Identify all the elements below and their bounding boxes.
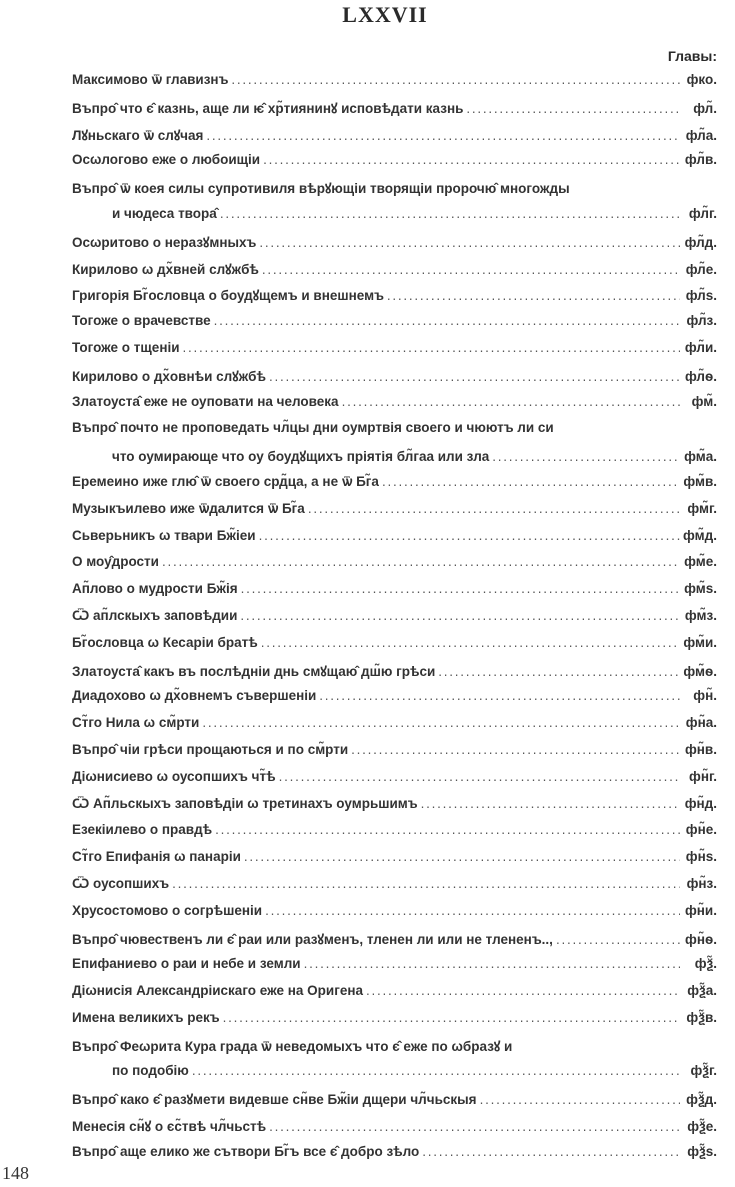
entry-page: фм̃е. [684, 554, 717, 570]
entry-page: фм̃д. [683, 527, 717, 543]
entry-page: фн̃и. [684, 902, 717, 918]
page-number: 148 [2, 1163, 29, 1183]
dot-leader [492, 449, 680, 464]
entry-title: и чюдеса твора̂ [112, 205, 217, 221]
entry-title: Езекiилево о правдѣ [72, 822, 213, 838]
toc-entry [72, 1090, 717, 1117]
dot-leader [259, 235, 680, 250]
toc-entry [72, 876, 717, 903]
entry-page: фл̃а. [685, 127, 717, 143]
entry-page: фм̃г. [687, 500, 717, 516]
dot-leader [192, 1063, 680, 1078]
dot-leader [262, 262, 680, 277]
toc-entry [72, 688, 717, 715]
entry-title: Дiωнисиево ω оусопшихъ чт̃ѣ [72, 768, 276, 784]
toc-entry-line [72, 179, 717, 206]
dot-leader [382, 474, 680, 489]
entry-title: Въпро̂ почто не проповедать чл̃цы дни оумртвiя своего и чюютъ ли си [72, 420, 554, 436]
entry-title: Ст̃го Нила ω см̃рти [72, 715, 200, 731]
toc-entry [72, 233, 717, 260]
dot-leader [259, 528, 680, 543]
entry-page: фл̃и. [684, 339, 717, 355]
dot-leader [466, 101, 680, 116]
dot-leader [215, 822, 680, 837]
toc-entry [72, 126, 717, 153]
toc-entry [72, 769, 717, 796]
dot-leader [202, 715, 680, 730]
entry-title: Кирилово ω дх̃вней слꙋжбѣ [72, 261, 259, 277]
toc-entry [72, 99, 717, 126]
entry-page: фл̃ѕ. [685, 288, 717, 304]
chapters-label: Главы: [667, 48, 717, 64]
entry-title: Кирилово о дх̃овнѣи слꙋжбѣ [72, 368, 266, 384]
toc-entry [72, 206, 717, 233]
dot-leader [261, 635, 680, 650]
entry-page: фм̃а. [684, 449, 717, 465]
entry-page: фѯ̃в. [686, 1009, 717, 1025]
entry-title: Въпро̂ что є̂ казнь, аще ли ѥ̂ хр̃тиянинꙋ исповѣдати казнь [72, 100, 464, 116]
entry-title: Златоуста̂ какъ въ послѣднiи днь смꙋщаю̂ дш̃ю грѣси [72, 663, 436, 679]
entry-title: Ст̃го Епифанiя ω панарiи [72, 849, 241, 865]
entry-page: фм̃ѳ. [683, 663, 717, 679]
entry-title: Ѿ Ап̃льскыхъ заповѣдiи ω третинахъ оумрьшимъ [72, 795, 418, 811]
entry-title: Въпро̂ ѿ коея силы супротивиля вѣрꙋющiи творящiи пророчю̂ многожды [72, 181, 570, 197]
entry-title: Имена великихъ рекъ [72, 1009, 220, 1025]
dot-leader [556, 932, 680, 947]
entry-title: Епифаниево о раи и небе и земли [72, 956, 301, 972]
dot-leader [269, 369, 680, 384]
toc-entry [72, 956, 717, 983]
entry-title: Хрусостомово о согрѣшенiи [72, 902, 263, 918]
toc-entry [72, 983, 717, 1010]
entry-page: фн̃в. [684, 741, 717, 757]
entry-title: Осωлогово еже о любоищiи [72, 152, 261, 168]
toc-entry [72, 528, 717, 555]
dot-leader [183, 340, 680, 355]
dot-leader [351, 742, 680, 757]
entry-title: Бг̃ословца ω Кесарiи братѣ [72, 634, 258, 650]
entry-title: Лꙋньскаго ѿ слꙋчая [72, 127, 204, 143]
entry-title: О моу̂дрости [72, 554, 159, 570]
toc-entry [72, 796, 717, 823]
toc-entry [72, 1117, 717, 1144]
entry-title: Ѿ оусопшихъ [72, 875, 170, 891]
toc-entry [72, 1010, 717, 1037]
table-of-contents [72, 72, 717, 1171]
dot-leader [366, 983, 680, 998]
entry-title: Музыкъилево иже ѿдалится ѿ Бг̃а [72, 500, 305, 516]
entry-page: фн̃ѳ. [685, 931, 717, 947]
dot-leader [265, 903, 680, 918]
dot-leader [241, 581, 680, 596]
entry-title: что оумирающе что оу боудꙋщихъ прiятiя бл̃гаа или зла [112, 449, 490, 465]
dot-leader [206, 128, 680, 143]
dot-leader [308, 501, 680, 516]
entry-page: фѯ̃д. [686, 1092, 717, 1108]
entry-page: фн̃е. [685, 822, 717, 838]
toc-entry [72, 474, 717, 501]
entry-page: фѯ̃е. [687, 1119, 717, 1135]
entry-page: фн̃д. [684, 795, 717, 811]
toc-entry [72, 1063, 717, 1090]
entry-title: Въпро̂ чiи грѣси прощаються и по см̃рти [72, 741, 349, 757]
entry-title: Златоуста̂ еже не оуповати на человека [72, 393, 339, 409]
dot-leader [240, 608, 680, 623]
entry-page: фм̃. [691, 393, 717, 409]
entry-page: фѯ̃г. [690, 1063, 717, 1079]
entry-title: Еремеино иже глю̂ ѿ своего срд̃ца, а не ѿ Бг̃а [72, 473, 379, 489]
entry-page: фн̃з. [686, 875, 717, 891]
entry-title: Тогоже о врачевстве [72, 313, 211, 329]
entry-page: фл̃е. [685, 261, 717, 277]
entry-title: Ѿ ап̃лскыхъ заповѣдии [72, 607, 238, 623]
dot-leader [387, 288, 680, 303]
entry-page: фм̃и. [683, 634, 717, 650]
dot-leader [480, 1092, 680, 1107]
entry-title: Максимово ѿ главизнъ [72, 72, 229, 87]
entry-page: фл̃ѳ. [684, 368, 717, 384]
toc-entry [72, 72, 717, 99]
entry-title: Григорiя Бг̃ословца о боудꙋщемъ и внешнемъ [72, 288, 384, 304]
dot-leader [214, 313, 680, 328]
entry-title: Дiωнисiя Александрiискаго еже на Оригена [72, 983, 363, 999]
entry-title: Въпро̂ Феωрита Кура града ѿ неведомыхъ что є̂ еже по ωбразꙋ и [72, 1038, 513, 1054]
page-title: LXXVII [342, 2, 428, 27]
dot-leader [421, 796, 680, 811]
toc-entry [72, 260, 717, 287]
dot-leader [263, 152, 680, 167]
dot-leader [172, 876, 680, 891]
toc-entry [72, 581, 717, 608]
toc-entry [72, 608, 717, 635]
dot-leader [269, 1119, 680, 1134]
toc-entry [72, 715, 717, 742]
entry-title: Сьверьникъ ω твари Бж̃iеи [72, 527, 256, 543]
entry-page: фл̃в. [684, 152, 717, 168]
toc-entry [72, 340, 717, 367]
toc-entry [72, 313, 717, 340]
dot-leader [231, 72, 680, 87]
entry-page: фм̃в. [683, 473, 717, 489]
entry-page: фѯ̃а. [687, 983, 717, 999]
toc-entry [72, 1144, 717, 1171]
toc-entry-line [72, 1037, 717, 1064]
toc-entry [72, 394, 717, 421]
dot-leader [304, 956, 680, 971]
entry-title: Ап̃лово о мудрости Бж̃iя [72, 581, 238, 597]
dot-leader [342, 394, 680, 409]
entry-title: Въпро̂ како є̂ разꙋмети видевше сн̃ве Бж̃iи дщери чл̃чьскыя [72, 1092, 477, 1108]
entry-title: Въпро̂ чювественъ ли є̂ раи или разꙋменъ, тленен ли или не тлененъ.., [72, 931, 553, 947]
toc-entry-line [72, 420, 717, 447]
toc-entry [72, 930, 717, 957]
toc-entry [72, 662, 717, 689]
entry-page: фн̃ѕ. [685, 849, 717, 865]
entry-page: фл̃. [693, 100, 717, 116]
entry-page: фл̃з. [686, 313, 717, 329]
toc-entry [72, 286, 717, 313]
entry-page: фѯ̃. [694, 956, 717, 972]
toc-entry [72, 367, 717, 394]
toc-entry [72, 635, 717, 662]
entry-title: Въпро̂ аще елико же сътвори Бг̃ъ все є̂ добро зѣло [72, 1143, 420, 1159]
entry-page: фѯ̃ѕ. [687, 1143, 717, 1159]
entry-page: фн̃а. [685, 715, 717, 731]
entry-title: Тогоже о тщенiи [72, 339, 180, 355]
entry-title: по подобiю [112, 1063, 189, 1079]
entry-page: фн̃. [693, 688, 717, 704]
dot-leader [220, 206, 680, 221]
toc-entry [72, 152, 717, 179]
entry-page: фн̃г. [689, 768, 717, 784]
entry-page: фко. [686, 72, 717, 87]
toc-entry [72, 447, 717, 474]
entry-page: фм̃з. [684, 607, 717, 623]
entry-page: фм̃ѕ. [684, 581, 717, 597]
toc-entry [72, 849, 717, 876]
toc-entry [72, 554, 717, 581]
entry-title: Менесiя сн̃ꙋ о єс̃твѣ чл̃чьстѣ [72, 1119, 267, 1135]
dot-leader [223, 1010, 680, 1025]
entry-title: Осωритово о неразꙋмныхъ [72, 234, 257, 250]
dot-leader [244, 849, 680, 864]
entry-page: фл̃г. [688, 205, 717, 221]
dot-leader [438, 664, 680, 679]
toc-entry [72, 822, 717, 849]
toc-entry [72, 903, 717, 930]
dot-leader [422, 1144, 680, 1159]
toc-entry [72, 742, 717, 769]
dot-leader [279, 769, 680, 784]
dot-leader [162, 554, 680, 569]
dot-leader [319, 688, 680, 703]
entry-page: фл̃д. [684, 234, 717, 250]
toc-entry [72, 501, 717, 528]
entry-title: Диадохово ω дх̃овнемъ съвершенiи [72, 688, 317, 704]
